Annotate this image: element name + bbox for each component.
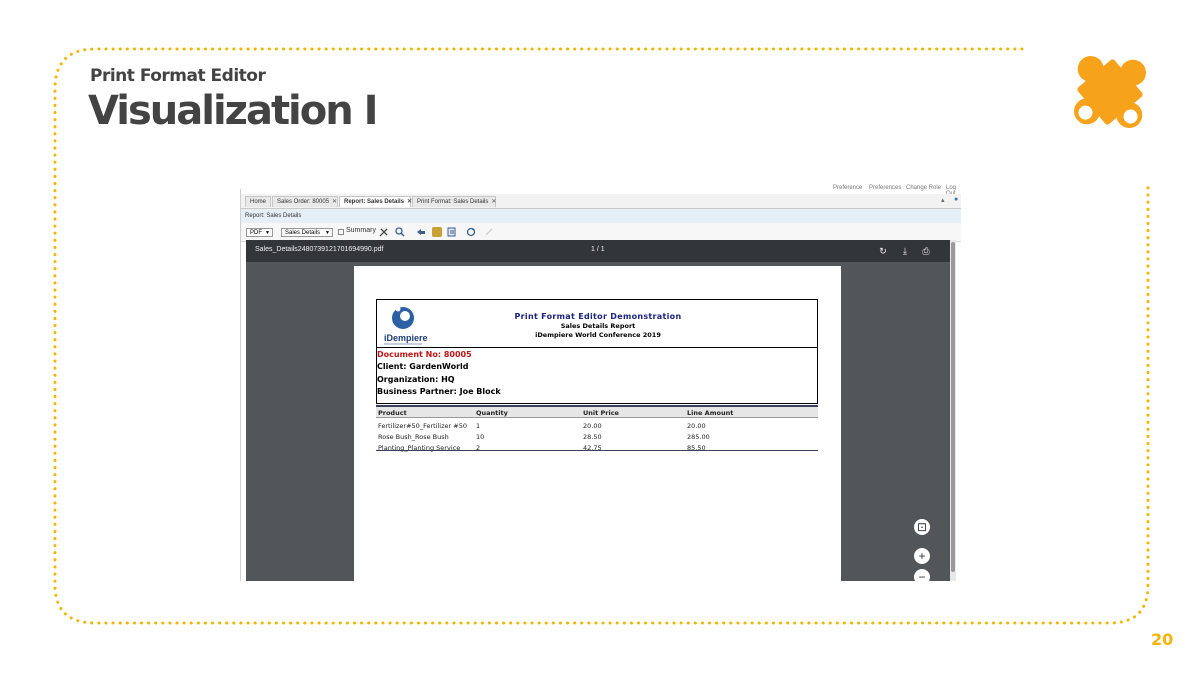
puzzle-piece-icon [1052,34,1168,150]
zoom-in-button[interactable] [914,548,930,564]
drill-across-icon[interactable] [416,227,426,237]
find-icon[interactable] [484,227,494,237]
tab-home[interactable] [245,196,271,207]
table-cell: 20.00 [583,422,602,430]
chevron-down-icon: ▼ [325,230,330,236]
archive-icon[interactable] [432,227,442,237]
table-bottom-rule [376,450,818,451]
top-link[interactable]: Preferences [869,185,902,191]
table-cell: 42.75 [583,444,602,452]
scrollbar[interactable] [950,240,956,581]
pdf-viewer [246,240,955,584]
fit-page-icon: ⊡ [916,520,928,534]
report-title: Print Format Editor Demonstration [514,312,682,321]
download-icon[interactable]: ⤓ [903,246,907,256]
tab-list-icon[interactable]: ▴ [941,197,945,204]
format-select[interactable] [246,228,273,237]
summary-checkbox[interactable] [338,229,344,235]
table-cell: 20.00 [687,422,706,430]
column-header: Product [378,409,407,417]
chevron-down-icon: ▼ [265,230,270,236]
client-line: Client: GardenWorld [377,362,469,371]
top-link[interactable]: Log [946,185,957,191]
zoom-out-button[interactable] [914,569,930,585]
logo-text: iDempiere [384,333,428,343]
report-conference: iDempiere World Conference 2019 [535,331,661,339]
column-header: Quantity [476,409,508,417]
slide-subtitle: Print Format Editor [90,66,266,86]
table-cell: 1 [476,422,481,430]
print-format-select-value: Sales Details [285,230,321,236]
tab-bar [241,194,961,209]
app-screenshot [240,185,961,584]
table-cell: 10 [476,433,485,441]
table-cell: 28.50 [583,433,602,441]
top-link[interactable]: Preference [833,185,863,191]
tab-print-format[interactable] [412,196,496,207]
close-icon[interactable]: ✕ [407,199,413,205]
slide-page-number: 20 [1151,630,1174,649]
zoom-search-icon[interactable] [395,227,405,237]
close-icon[interactable]: ✕ [332,199,338,205]
business-partner-line: Business Partner: Joe Block [377,387,501,396]
document-number: Document No: 80005 [377,350,472,359]
export-icon[interactable] [447,227,457,237]
table-cell: 85.50 [687,444,706,452]
table-cell: 2 [476,444,481,452]
report-info-block [376,348,818,404]
column-header: Unit Price [583,409,619,417]
summary-label: Summary [346,227,376,234]
pdf-page [354,266,841,581]
rotate-icon[interactable]: ↻ [879,246,887,256]
print-icon[interactable]: ⎙ [922,246,930,256]
tab-sales-order[interactable] [272,196,338,207]
table-cell: 285.00 [687,433,710,441]
tab-report-sales-details[interactable] [339,196,411,207]
table-header [376,405,818,418]
pdf-viewer-toolbar [246,240,955,262]
breadcrumb: Report: Sales Details [241,209,961,223]
tab-label: Report: Sales Details [344,199,405,205]
column-header: Line Amount [687,409,734,417]
zoom-out-icon: − [918,570,926,584]
organization-line: Organization: HQ [377,375,455,384]
fit-page-button[interactable] [914,519,930,535]
table-cell: Fertilizer#50_Fertilizer #50 [378,422,467,430]
report-subtitle: Sales Details Report [560,322,636,330]
customize-icon[interactable] [379,227,389,237]
tab-label: Sales Order: 80005 [277,199,330,205]
slide-title: Visualization I [88,88,377,134]
refresh-icon[interactable] [466,227,476,237]
tab-label: Home [250,199,267,205]
tab-label: Print Format: Sales Details [417,199,489,205]
close-icon[interactable]: ✕ [491,199,497,205]
help-icon[interactable]: ● [954,196,959,203]
zoom-in-icon: + [918,549,926,563]
table-cell: Rose Bush_Rose Bush [378,433,449,441]
table-cell: Planting_Planting Service [378,444,461,452]
format-select-value: PDF [250,230,262,236]
pdf-filename: Sales_Details2480739121701694990.pdf [255,246,384,253]
scrollbar-thumb[interactable] [951,242,955,572]
top-link[interactable]: Change Role [906,185,942,191]
print-format-select[interactable] [281,228,333,237]
report-header [376,299,818,348]
pdf-page-indicator: 1 / 1 [591,246,605,253]
